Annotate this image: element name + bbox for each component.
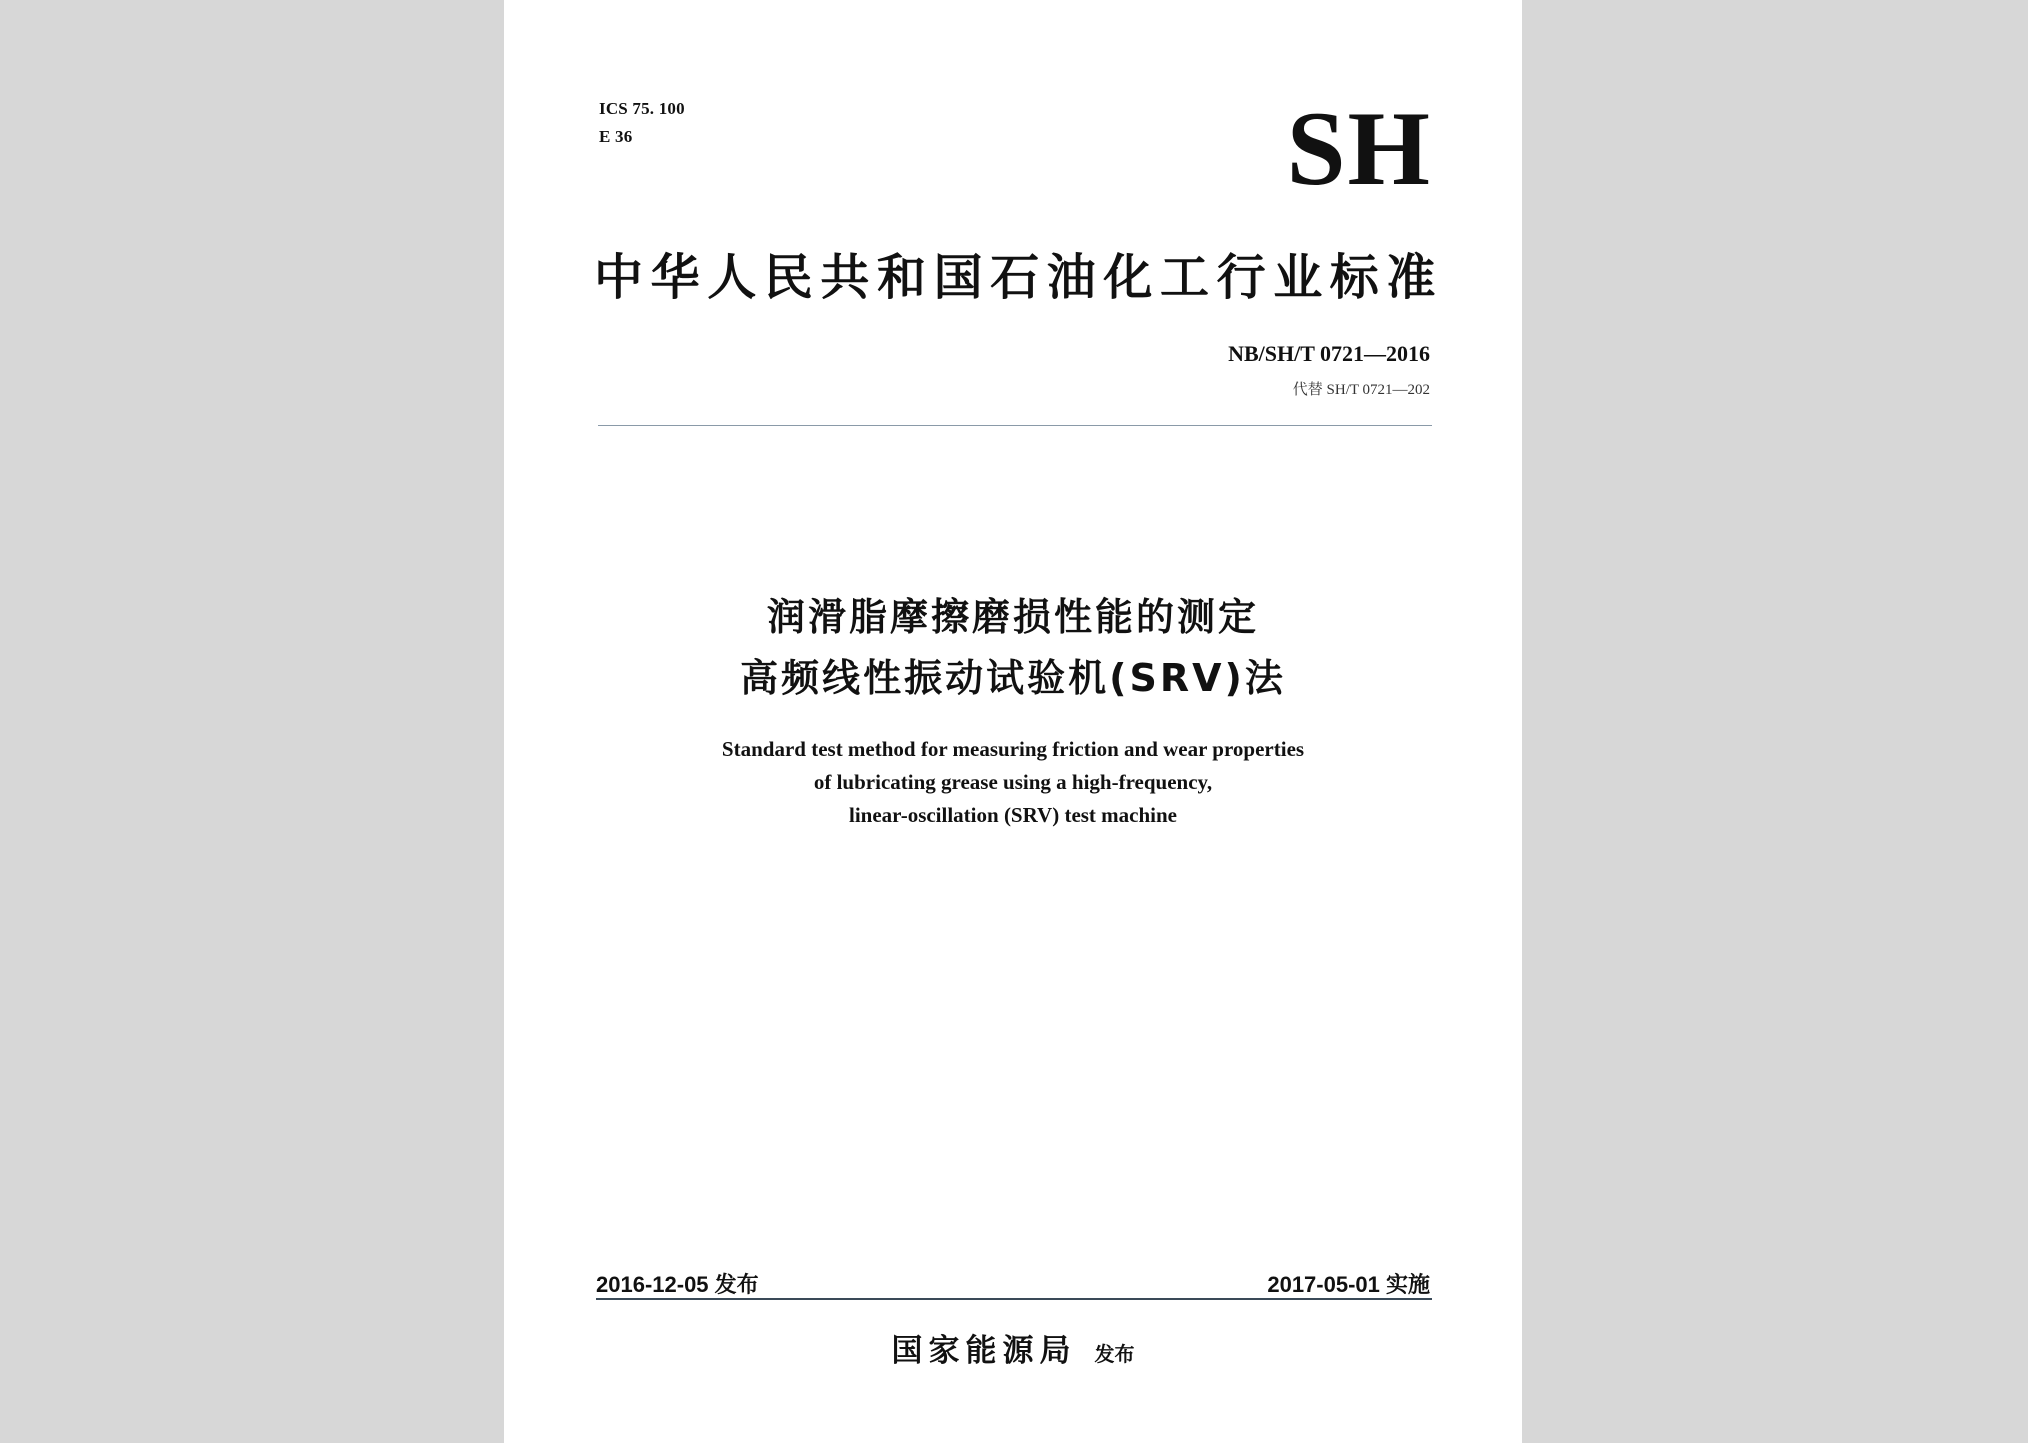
english-title-line-1: Standard test method for measuring friction and wear properties xyxy=(721,737,1305,761)
effective-date: 2017-05-01 实施 xyxy=(1267,1272,1430,1297)
issuer-suffix: 发布 xyxy=(1094,1342,1135,1366)
document-page xyxy=(504,0,1522,1443)
english-title-line-3: linear-oscillation (SRV) test machine xyxy=(848,803,1178,827)
chinese-title-line-1: 润滑脂摩擦磨损性能的测定 xyxy=(766,595,1259,639)
industry-standard-title: 中华人民共和国石油化工行业标准 xyxy=(594,249,1444,306)
english-title-line-2: of lubricating grease using a high-frequency, xyxy=(813,770,1213,794)
ics-code: ICS 75. 100 xyxy=(599,99,685,118)
standard-number: NB/SH/T 0721—2016 xyxy=(1228,341,1430,366)
issuer-block xyxy=(504,1325,1522,1370)
sh-logo: SH xyxy=(1286,90,1432,207)
issue-date: 2016-12-05 发布 xyxy=(596,1272,759,1297)
issuer-name: 国家能源局 xyxy=(891,1333,1077,1369)
replaces-standard: 代替 SH/T 0721—202 xyxy=(1292,382,1430,398)
header-divider xyxy=(598,425,1432,426)
ccs-code: E 36 xyxy=(599,127,633,146)
chinese-title-line-2: 高频线性振动试验机(SRV)法 xyxy=(740,656,1286,700)
footer-divider xyxy=(596,1298,1432,1300)
